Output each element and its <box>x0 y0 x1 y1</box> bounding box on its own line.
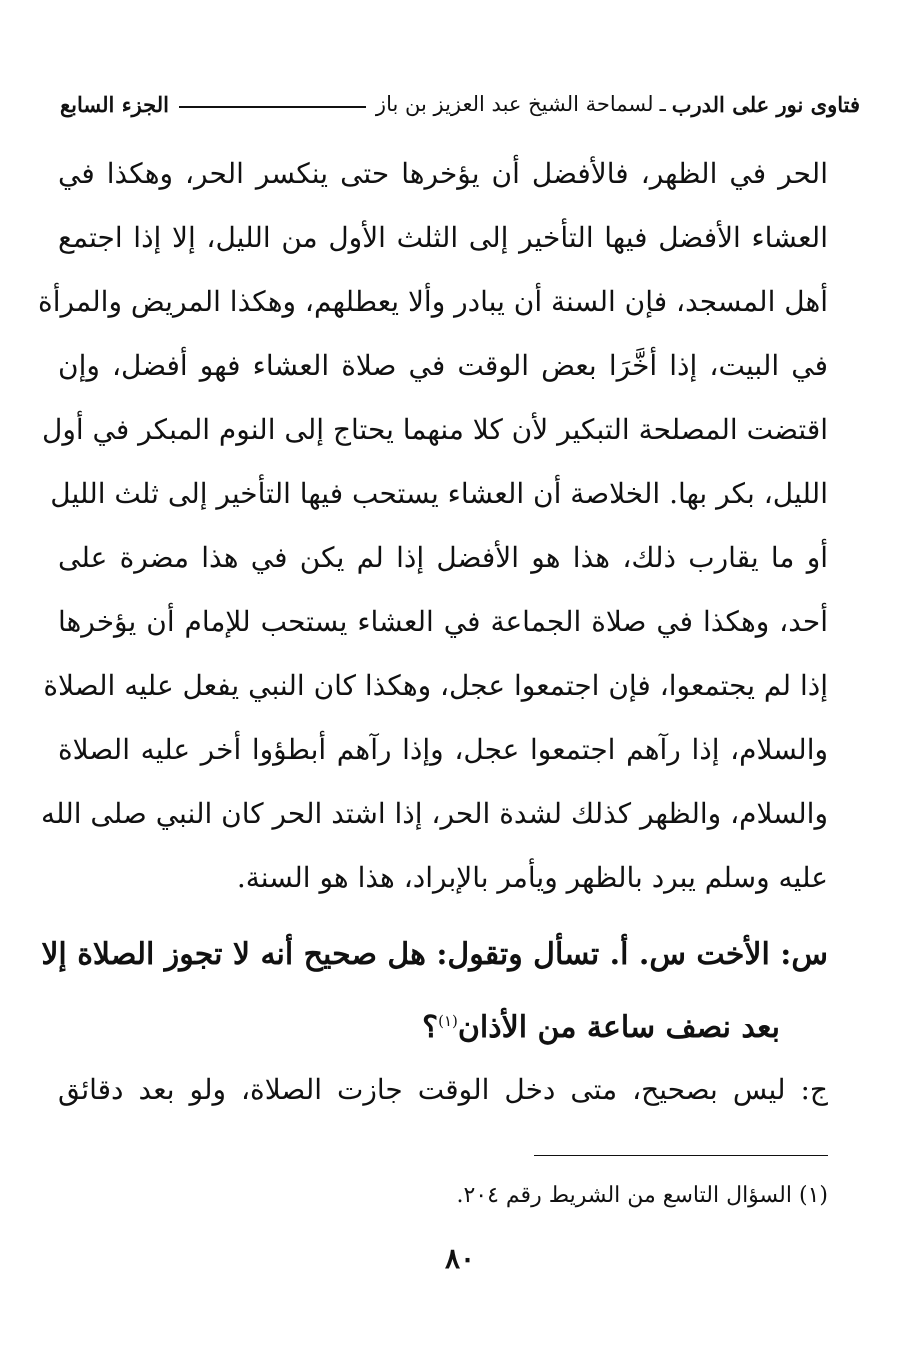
text-line: أو ما يقارب ذلك، هذا هو الأفضل إذا لم يكن في هذا مضرة على <box>58 541 828 574</box>
text-line: إذا لم يجتمعوا، فإن اجتمعوا عجل، وهكذا كان النبي يفعل عليه الصلاة <box>43 669 828 702</box>
text-line: العشاء الأفضل فيها التأخير إلى الثلث الأول من الليل، إلا إذا اجتمع <box>58 221 828 254</box>
footnote-divider <box>534 1155 828 1156</box>
answer-block <box>58 1058 828 1122</box>
answer-line: ج: ليس بصحيح، متى دخل الوقت جازت الصلاة، ولو بعد دقائق <box>58 1073 828 1106</box>
running-header <box>60 84 860 124</box>
book-title: فتاوى نور على الدرب <box>671 91 860 117</box>
text-line: الحر في الظهر، فالأفضل أن يؤخرها حتى ينكسر الحر، وهكذا في <box>58 157 828 190</box>
header-rule <box>179 106 366 108</box>
text-line: والسلام، والظهر كذلك لشدة الحر، إذا اشتد الحر كان النبي صلى الله <box>40 797 828 830</box>
text-line: عليه وسلم يبرد بالظهر ويأمر بالإبراد، هذا هو السنة. <box>236 861 828 894</box>
author-name: لسماحة الشيخ عبد العزيز بن باز <box>375 92 654 116</box>
footnote: (١) السؤال التاسع من الشريط رقم ٢٠٤. <box>456 1183 828 1208</box>
question-mark: ؟ <box>422 1010 439 1045</box>
text-line: أحد، وهكذا في صلاة الجماعة في العشاء يستحب للإمام أن يؤخرها <box>58 605 828 638</box>
text-line: والسلام، إذا رآهم اجتمعوا عجل، وإذا رآهم أبطؤوا أخر عليه الصلاة <box>58 733 828 766</box>
question-block <box>41 922 828 1054</box>
header-separator: ـ <box>659 92 666 116</box>
footnote-reference: (١) <box>438 1012 458 1030</box>
question-line: س: الأخت س. أ. تسأل وتقول: هل صحيح أنه لا تجوز الصلاة إلا <box>41 937 828 972</box>
text-line: اقتضت المصلحة التبكير لأن كلا منهما يحتاج إلى النوم المبكر في أول <box>42 413 828 446</box>
body-text <box>38 142 828 910</box>
text-line: في البيت، إذا أخَّرَا بعض الوقت في صلاة العشاء فهو أفضل، وإن <box>58 349 828 382</box>
text-line: الليل، بكر بها. الخلاصة أن العشاء يستحب فيها التأخير إلى ثلث الليل <box>50 477 828 510</box>
question-text: بعد نصف ساعة من الأذان <box>457 1010 780 1045</box>
part-title: الجزء السابع <box>60 91 169 117</box>
page-number: ٨٠ <box>444 1242 476 1275</box>
question-line <box>58 988 828 1054</box>
text-line: أهل المسجد، فإن السنة أن يبادر وألا يعطلهم، وهكذا المريض والمرأة <box>38 285 828 318</box>
